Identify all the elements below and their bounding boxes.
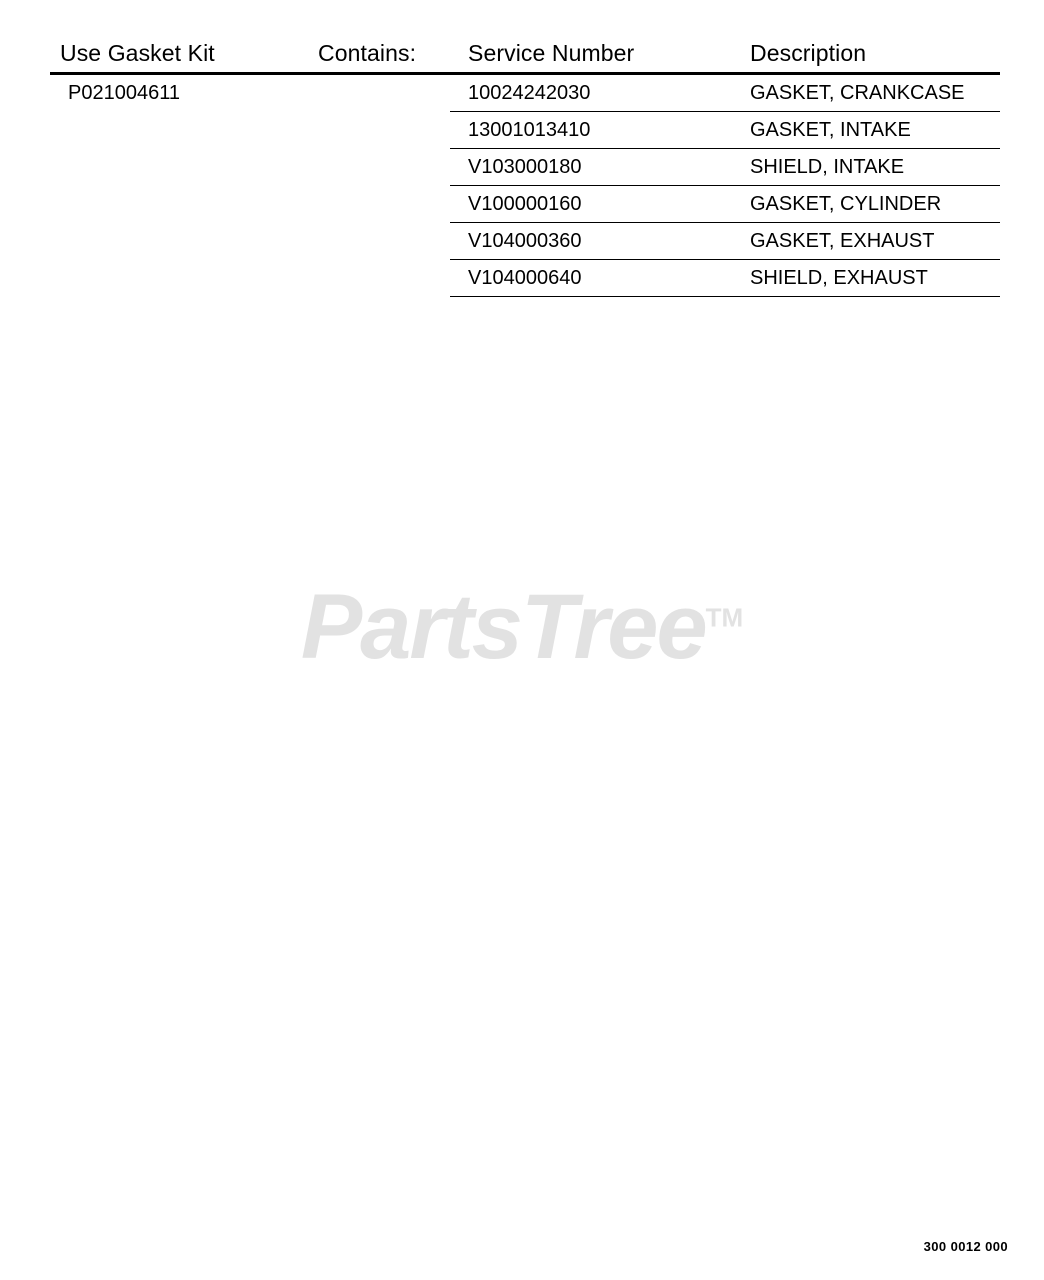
contains-spacer [318, 223, 450, 260]
column-header-use-gasket-kit: Use Gasket Kit [50, 34, 318, 74]
gasket-kit-spacer [50, 223, 318, 260]
part-description: GASKET, EXHAUST [722, 223, 1000, 260]
contains-spacer [318, 149, 450, 186]
watermark-text: PartsTree [300, 576, 706, 678]
service-number: 10024242030 [450, 74, 722, 112]
table-header-row [50, 34, 1000, 74]
service-number: V104000360 [450, 223, 722, 260]
gasket-kit-table [50, 34, 1000, 297]
contains-spacer [318, 112, 450, 149]
table-row [50, 186, 1000, 223]
service-number: V100000160 [450, 186, 722, 223]
part-description: SHIELD, INTAKE [722, 149, 1000, 186]
part-description: SHIELD, EXHAUST [722, 260, 1000, 297]
service-number: V103000180 [450, 149, 722, 186]
service-number: V104000640 [450, 260, 722, 297]
column-header-service-number: Service Number [450, 34, 722, 74]
gasket-kit-spacer [50, 149, 318, 186]
watermark-trademark: TM [705, 602, 744, 633]
service-number: 13001013410 [450, 112, 722, 149]
table-row [50, 149, 1000, 186]
contains-spacer [318, 74, 450, 112]
table-row [50, 260, 1000, 297]
part-description: GASKET, INTAKE [722, 112, 1000, 149]
document-footer-code: 300 0012 000 [923, 1239, 1008, 1254]
column-header-contains: Contains: [318, 34, 450, 74]
gasket-kit-spacer [50, 186, 318, 223]
gasket-kit-spacer [50, 260, 318, 297]
contains-spacer [318, 260, 450, 297]
table-row [50, 74, 1000, 112]
gasket-kit-number: P021004611 [68, 82, 180, 105]
part-description: GASKET, CYLINDER [722, 186, 1000, 223]
table-row [50, 112, 1000, 149]
table-row [50, 223, 1000, 260]
contains-spacer [318, 186, 450, 223]
partstree-watermark [0, 575, 1044, 680]
gasket-kit-spacer [50, 112, 318, 149]
column-header-description: Description [722, 34, 1000, 74]
part-description: GASKET, CRANKCASE [722, 74, 1000, 112]
